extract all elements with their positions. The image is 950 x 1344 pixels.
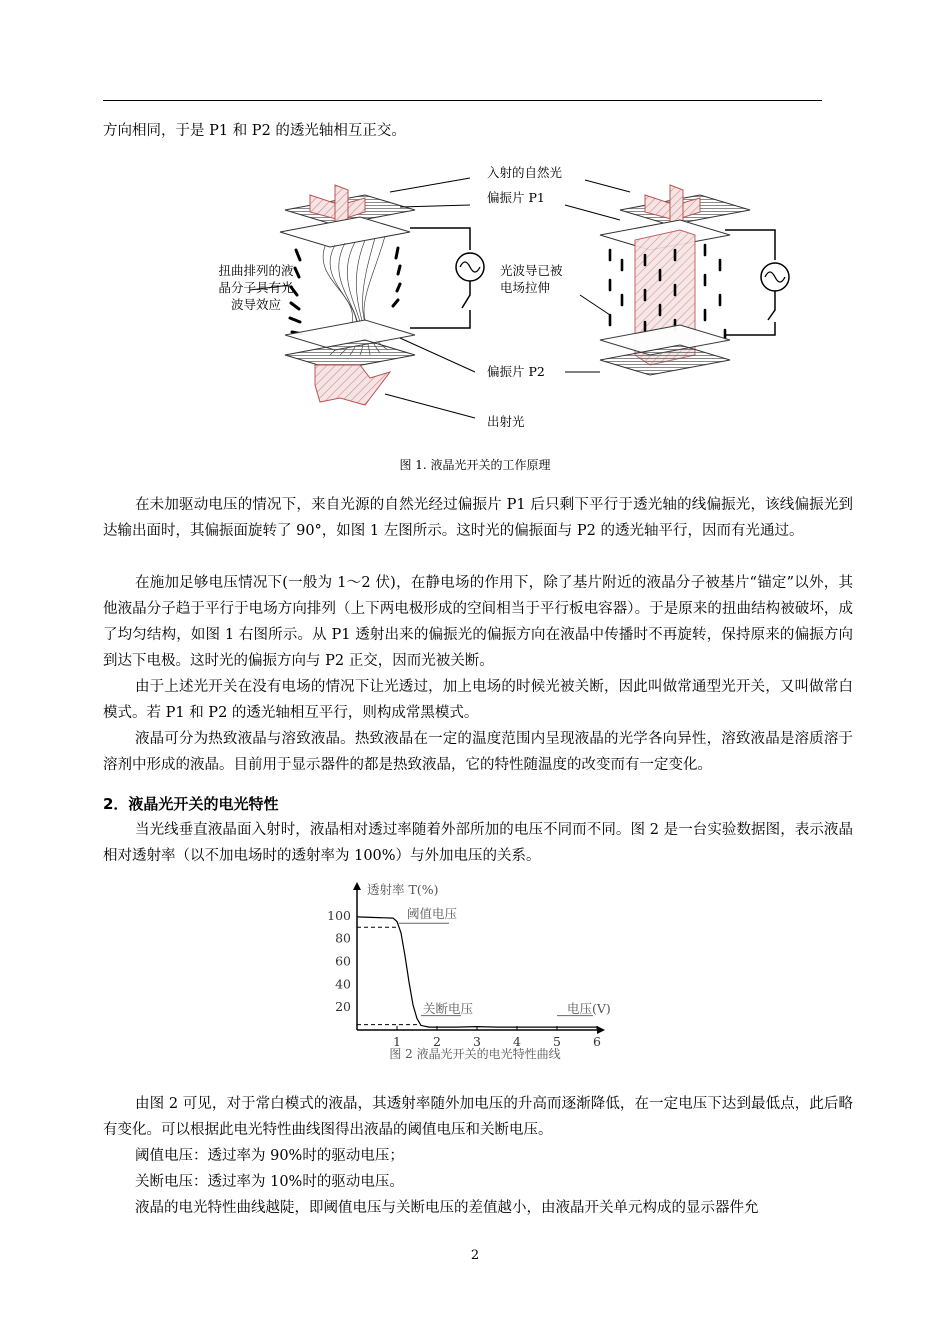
x-tick-label: 2 [433,1034,441,1049]
annotation-cutoff: 关断电压 [423,1001,474,1016]
x-tick-label: 6 [593,1034,601,1049]
definition-threshold: 阈值电压：透过率为 90%时的驱动电压； [135,1148,404,1164]
x-tick-label: 1 [393,1034,401,1049]
page-number: 2 [470,1248,480,1263]
label-polarizer-p2: 偏振片 P2 [487,364,545,379]
figure-2-caption: 图 2 液晶光开关的电光特性曲线 [389,1047,561,1060]
definition-cutoff: 关断电压：透过率为 10%时的驱动电压。 [135,1174,404,1190]
label-twisted-line1: 扭曲排列的液 [218,263,294,278]
paragraph-2: 在施加足够电压情况下(一般为 1～2 伏)，在静电场的作用下，除了基片附近的液晶分子被基片“锚定”以外，其他液晶分子趋于平行于电场方向排列（上下两电极形成的空间相当于平行板电容器）。于是原来的扭曲结构被破坏，成了均匀结构，如图 1 右图所示。从 P1 透射出来的偏振光的偏振方向在液晶中传播时不再旋转，保持原来的偏振方向到达下电极。这时光的偏振方向与 P2 正交，因而光被关断。 [103,575,853,669]
paragraph-3: 由于上述光开关在没有电场的情况下让光透过，加上电场的时候光被关断，因此叫做常通型光开关，又叫做常白模式。若 P1 和 P2 的透光轴相互平行，则构成常黑模式。 [103,679,853,721]
label-twisted-line2: 晶分子具有光 [218,280,294,295]
label-exit-light: 出射光 [487,414,525,429]
paragraph-after-chart-2: 液晶的电光特性曲线越陡，即阈值电压与关断电压的差值越小，由液晶开关单元构成的显示器件允 [135,1200,759,1216]
y-tick-label: 100 [327,907,351,923]
x-tick-label: 3 [473,1034,481,1049]
section-paragraph: 当光线垂直液晶面入射时，液晶相对透过率随着外部所加的电压不同而不同。图 2 是一台实验数据图，表示液晶相对透射率（以不加电场时的透射率为 100%）与外加电压的关系。 [103,822,853,864]
intro-line: 方向相同，于是 P1 和 P2 的透光轴相互正交。 [103,123,406,139]
header-rule [103,100,822,101]
label-incident-light: 入射的自然光 [487,165,563,180]
y-tick-label: 40 [335,976,351,992]
label-twisted-line3: 波导效应 [230,297,282,312]
x-tick-label: 4 [513,1034,521,1049]
label-stretched-line1: 光波导已被 [500,263,563,278]
y-tick-label: 20 [335,999,351,1015]
paragraph-1: 在未加驱动电压的情况下，来自光源的自然光经过偏振片 P1 后只剩下平行于透光轴的线偏振光，该线偏振光到达输出面时，其偏振面旋转了 90°，如图 1 左图所示。这时光的偏振面与 P2 的透光轴平行，因而有光通过。 [103,497,853,539]
y-tick-label: 80 [335,930,351,946]
annotation-threshold: 阈值电压 [407,906,458,921]
transmittance-curve [357,917,597,1027]
section-heading: 2．液晶光开关的电光特性 [103,795,279,813]
x-axis-label: 电压(V) [567,1001,611,1016]
label-polarizer-p1: 偏振片 P1 [487,190,545,205]
paragraph-4: 液晶可分为热致液晶与溶致液晶。热致液晶在一定的温度范围内呈现液晶的光学各向异性，溶致液晶是溶质溶于溶剂中形成的液晶。目前用于显示器件的都是热致液晶，它的特性随温度的改变而有一定变化。 [103,731,853,773]
figure-1-diagram [160,150,820,440]
left-cell-assembly [280,185,484,405]
x-tick-label: 5 [553,1034,561,1049]
y-tick-label: 60 [335,953,351,969]
y-axis-arrow [353,882,361,890]
figure-2-chart [325,880,625,1060]
paragraph-after-chart-1: 由图 2 可见，对于常白模式的液晶，其透射率随外加电压的升高而逐渐降低，在一定电压下达到最低点，此后略有变化。可以根据此电光特性曲线图得出液晶的阈值电压和关断电压。 [103,1096,853,1138]
figure-1-caption: 图 1. 液晶光开关的工作原理 [399,458,551,472]
x-axis-arrow [597,1026,605,1034]
right-cell-assembly [600,185,789,375]
label-stretched-line2: 电场拉伸 [500,280,551,295]
y-axis-label: 透射率 T(%) [367,882,439,897]
